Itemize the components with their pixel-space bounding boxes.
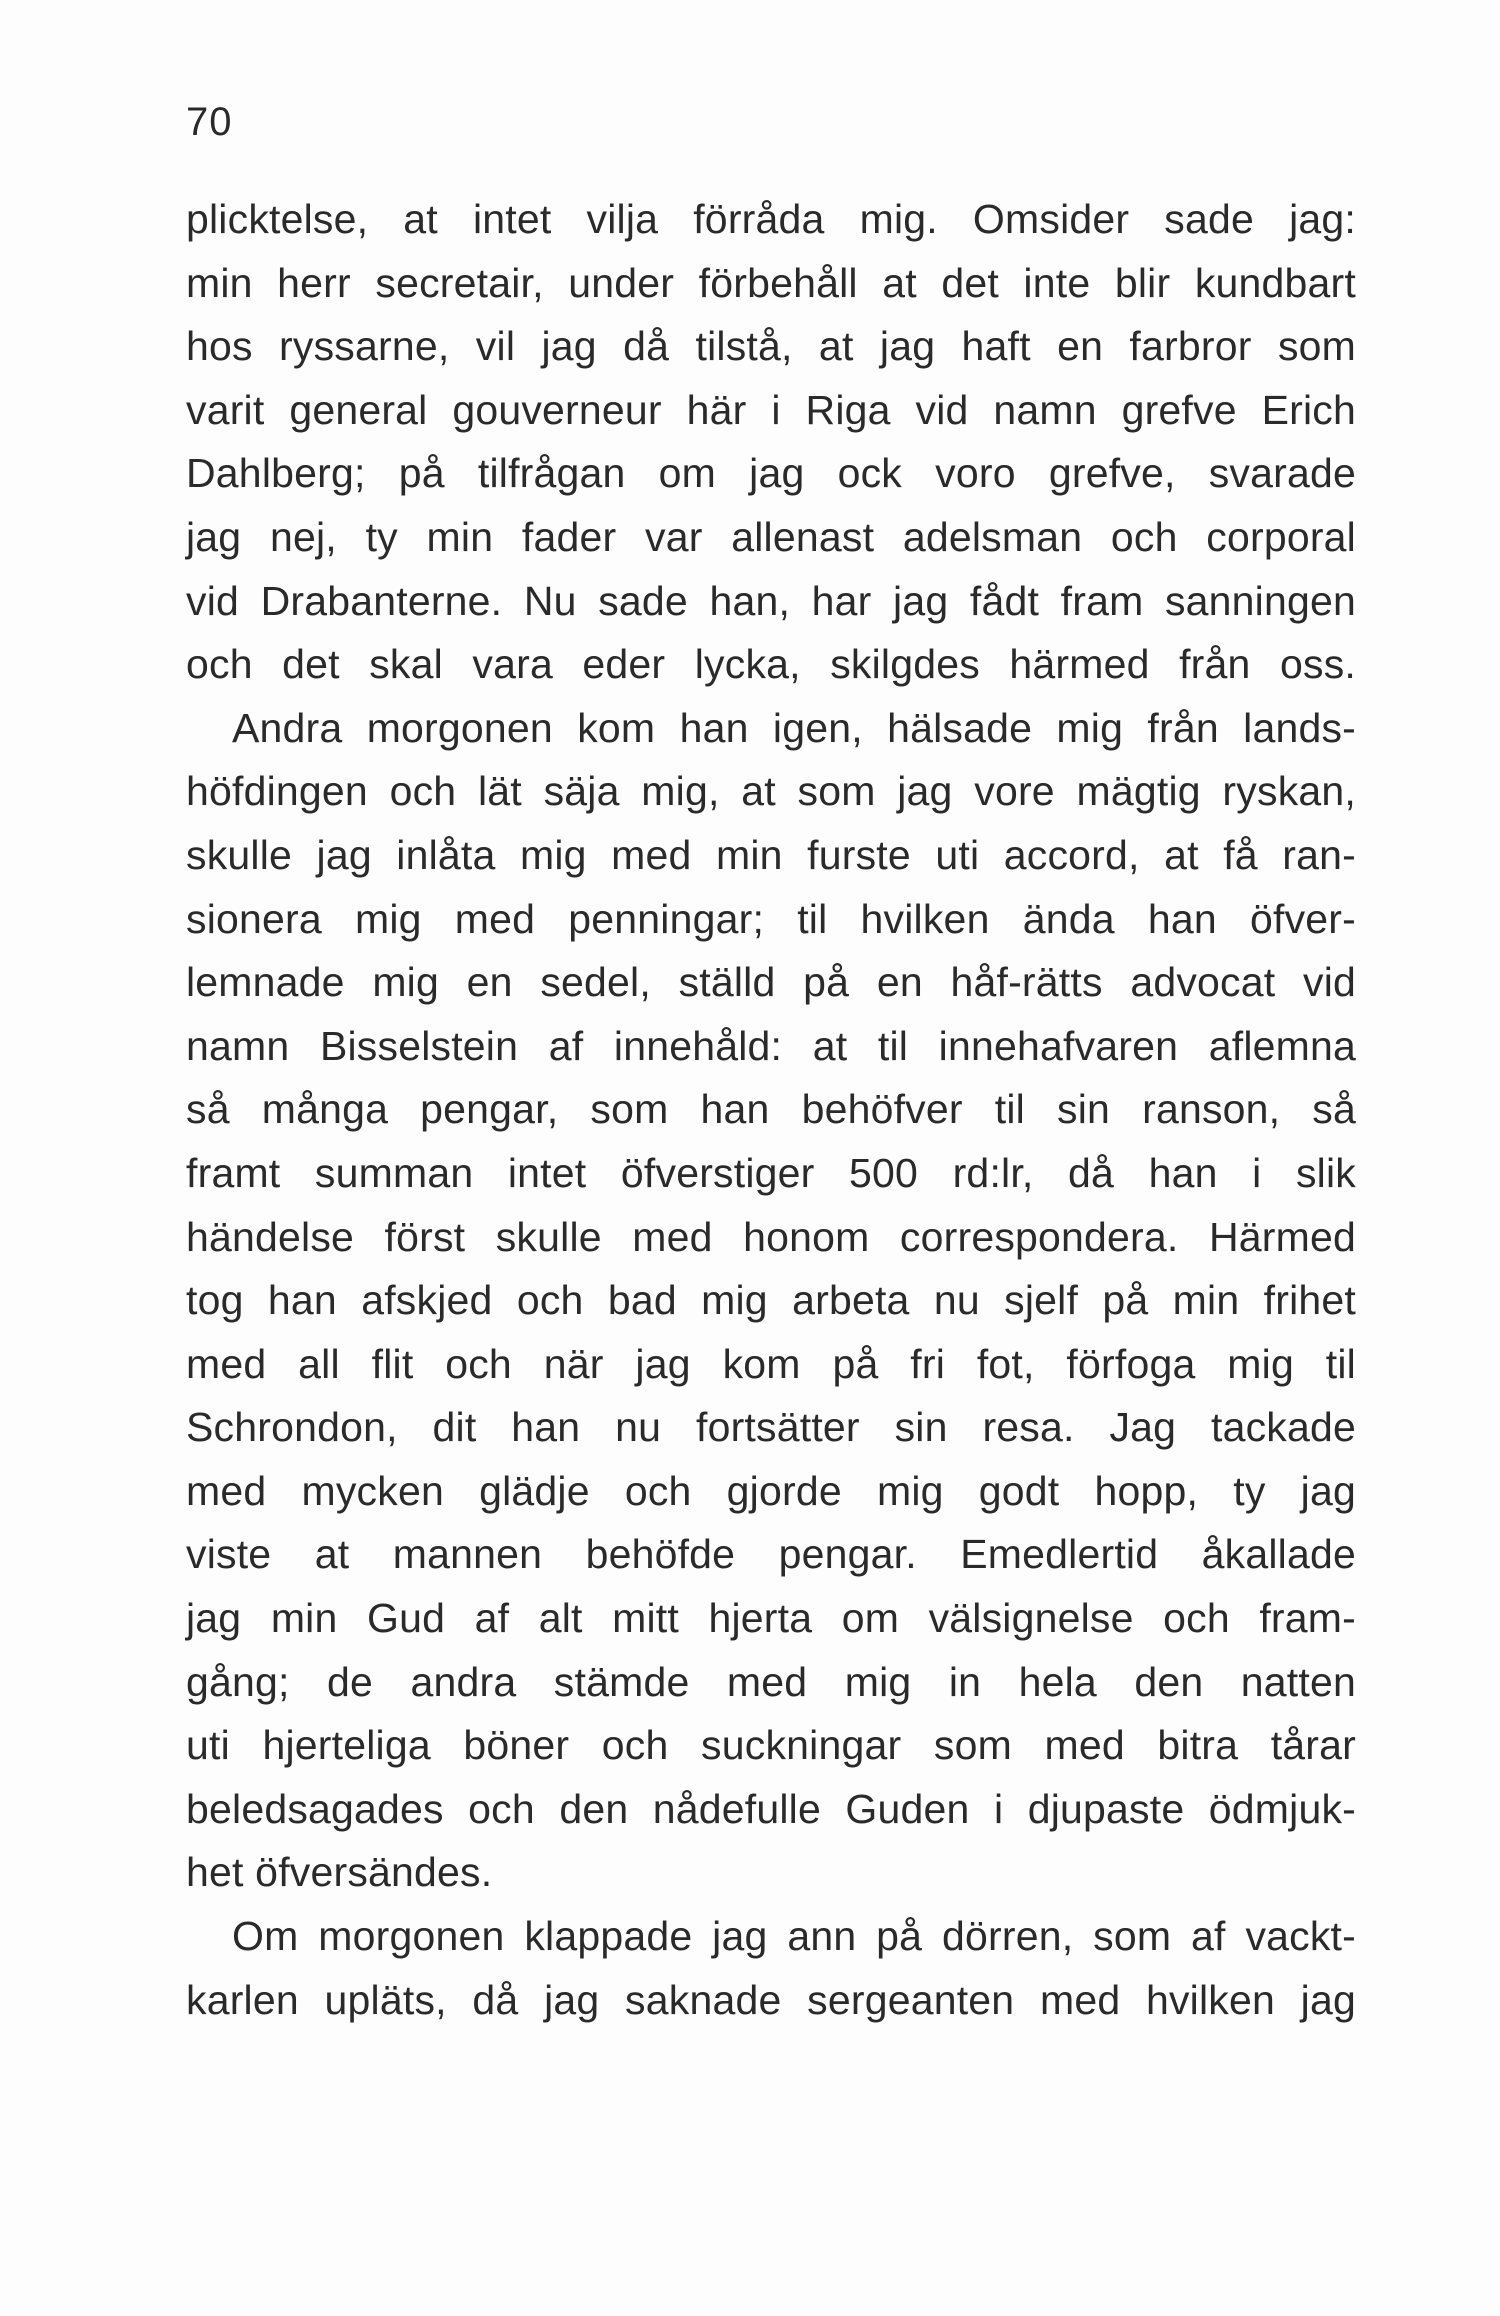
text-line: gång; de andra stämde med mig in hela den natten (186, 1658, 1356, 1705)
body-text (186, 188, 1356, 2032)
text-line: höfdingen och lät säja mig, at som jag vore mägtig ryskan, (186, 768, 1356, 815)
text-line: och det skal vara eder lycka, skilgdes härmed från oss. (186, 641, 1356, 688)
text-line: händelse först skulle med honom correspondera. Härmed (186, 1213, 1356, 1260)
text-line: Dahlberg; på tilfrågan om jag ock voro grefve, svarade (186, 450, 1356, 497)
text-line: framt summan intet öfverstiger 500 rd:lr, då han i slik (186, 1149, 1356, 1196)
text-line: vid Drabanterne. Nu sade han, har jag fådt fram sanningen (186, 577, 1356, 624)
text-line: viste at mannen behöfde pengar. Emedlertid åkallade (186, 1531, 1356, 1578)
text-line: sionera mig med penningar; til hvilken ända han öfver- (186, 895, 1356, 942)
text-line: med all flit och när jag kom på fri fot, förfoga mig til (186, 1340, 1356, 1387)
text-line: skulle jag inlåta mig med min furste uti accord, at få ran- (186, 831, 1356, 878)
text-line: tog han afskjed och bad mig arbeta nu sjelf på min frihet (186, 1277, 1356, 1324)
text-line: beledsagades och den nådefulle Guden i djupaste ödmjuk- (186, 1785, 1356, 1832)
text-line: jag min Gud af alt mitt hjerta om välsignelse och fram- (186, 1595, 1356, 1642)
text-line: Schrondon, dit han nu fortsätter sin resa. Jag tackade (186, 1404, 1356, 1451)
text-line: varit general gouverneur här i Riga vid namn grefve Erich (186, 386, 1356, 433)
text-line: med mycken glädje och gjorde mig godt hopp, ty jag (186, 1467, 1356, 1514)
text-line: namn Bisselstein af innehåld: at til innehafvaren aflemna (186, 1022, 1356, 1069)
text-line: plicktelse, at intet vilja förråda mig. Omsider sade jag: (186, 196, 1356, 242)
text-line: jag nej, ty min fader var allenast adelsman och corporal (186, 513, 1356, 560)
paragraph-start-line: Andra morgonen kom han igen, hälsade mig från lands- (232, 704, 1356, 751)
text-line: karlen upläts, då jag saknade sergeanten med hvilken jag (186, 1976, 1356, 2023)
text-line: min herr secretair, under förbehåll at det inte blir kundbart (186, 259, 1356, 306)
text-line: lemnade mig en sedel, ställd på en håf-rätts advocat vid (186, 959, 1356, 1006)
text-line: så många pengar, som han behöfver til sin ranson, så (186, 1086, 1356, 1133)
text-line: uti hjerteliga böner och suckningar som med bitra tårar (186, 1722, 1356, 1769)
paragraph-end-line: het öfversändes. (186, 1849, 493, 1896)
page-number: 70 (186, 100, 233, 144)
text-line: hos ryssarne, vil jag då tilstå, at jag haft en farbror som (186, 323, 1356, 370)
paragraph-start-line: Om morgonen klappade jag ann på dörren, som af vackt- (232, 1913, 1356, 1960)
